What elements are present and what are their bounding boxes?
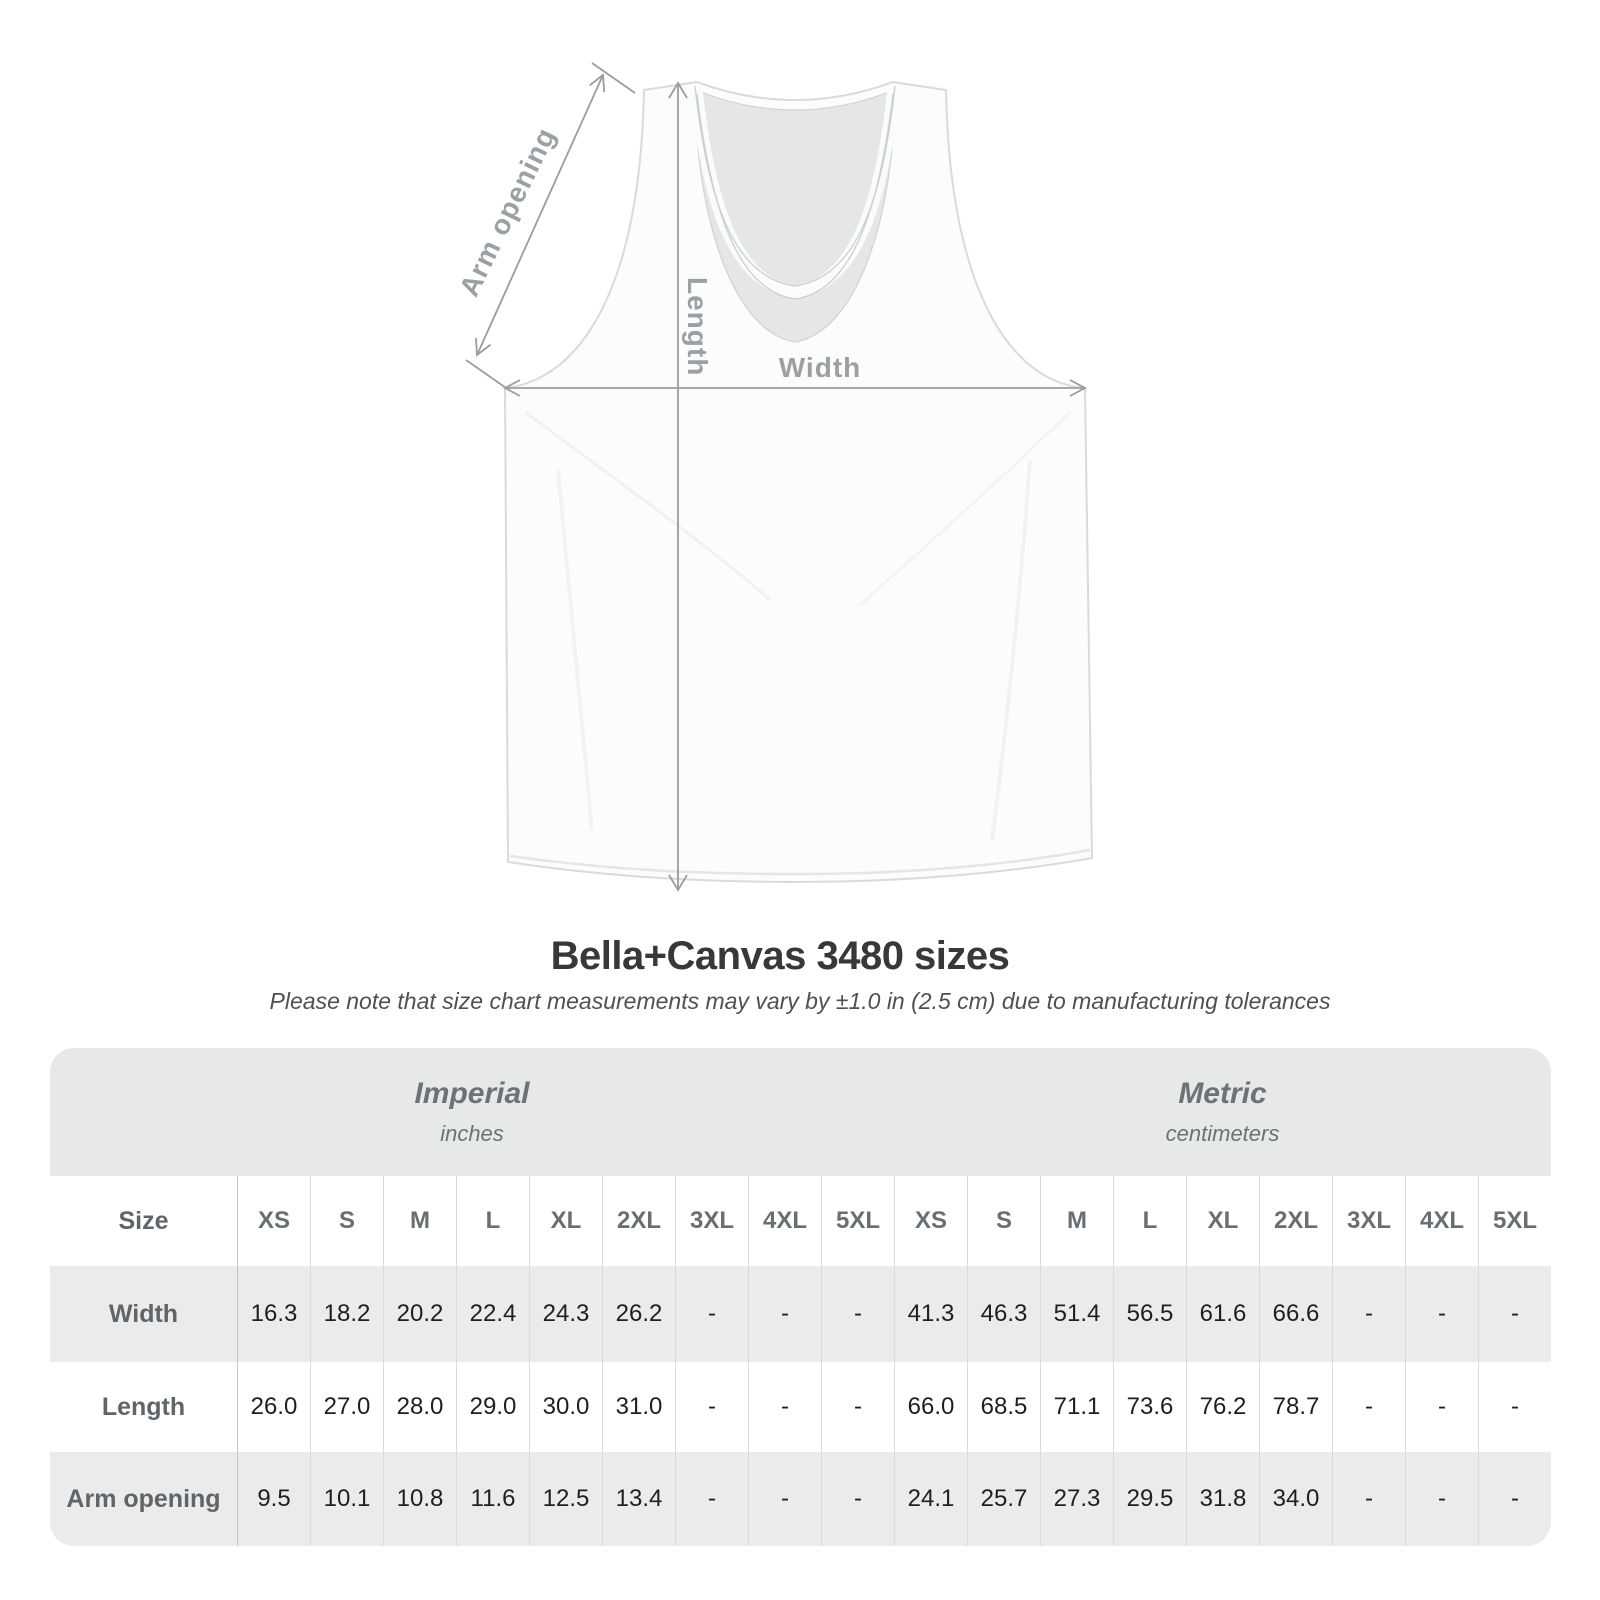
value-cell: 61.6 (1186, 1266, 1259, 1362)
size-header-cell: S (310, 1176, 383, 1266)
value-cell: 9.5 (237, 1452, 310, 1546)
size-header-cell: 5XL (821, 1176, 894, 1266)
page-subtitle: Please note that size chart measurements may vary by ±1.0 in (2.5 cm) due to manufacturing tolerances (269, 988, 1331, 1014)
value-cell: 66.6 (1259, 1266, 1332, 1362)
value-cell: 13.4 (602, 1452, 675, 1546)
value-cell: 30.0 (529, 1362, 602, 1452)
value-cell: - (748, 1266, 821, 1362)
size-header-cell: 3XL (675, 1176, 748, 1266)
value-cell: - (748, 1362, 821, 1452)
value-cell: 71.1 (1040, 1362, 1113, 1452)
value-cell: 24.1 (894, 1452, 967, 1546)
value-cell: 68.5 (967, 1362, 1040, 1452)
value-cell: 11.6 (456, 1452, 529, 1546)
size-header-cell: 2XL (1259, 1176, 1332, 1266)
value-cell: - (1405, 1452, 1478, 1546)
value-cell: - (1478, 1266, 1551, 1362)
value-cell: 25.7 (967, 1452, 1040, 1546)
size-header-cell: M (1040, 1176, 1113, 1266)
table-row-width (50, 1266, 1551, 1362)
value-cell: 27.3 (1040, 1452, 1113, 1546)
size-header-cell: 4XL (748, 1176, 821, 1266)
value-cell: - (821, 1362, 894, 1452)
unit-group-metric (894, 1048, 1551, 1176)
value-cell: 31.0 (602, 1362, 675, 1452)
size-header-cell: S (967, 1176, 1040, 1266)
size-header-cell: XS (894, 1176, 967, 1266)
value-cell: 10.1 (310, 1452, 383, 1546)
value-cell: - (821, 1266, 894, 1362)
value-cell: - (821, 1452, 894, 1546)
value-cell: 28.0 (383, 1362, 456, 1452)
value-cell: 41.3 (894, 1266, 967, 1362)
table-row-arm-opening (50, 1452, 1551, 1546)
value-cell: 24.3 (529, 1266, 602, 1362)
value-cell: 76.2 (1186, 1362, 1259, 1452)
value-cell: - (1332, 1362, 1405, 1452)
value-cell: 56.5 (1113, 1266, 1186, 1362)
value-cell: 34.0 (1259, 1452, 1332, 1546)
size-header-cell: 3XL (1332, 1176, 1405, 1266)
value-cell: - (675, 1266, 748, 1362)
size-header-cell: L (1113, 1176, 1186, 1266)
size-header-cell: XL (1186, 1176, 1259, 1266)
value-cell: - (1405, 1266, 1478, 1362)
value-cell: 27.0 (310, 1362, 383, 1452)
row-label: Length (101, 1392, 186, 1421)
row-label: Width (108, 1299, 179, 1328)
value-cell: - (1405, 1362, 1478, 1452)
value-cell: 29.0 (456, 1362, 529, 1452)
value-cell: 66.0 (894, 1362, 967, 1452)
value-cell: - (1478, 1362, 1551, 1452)
value-cell: - (1478, 1452, 1551, 1546)
value-cell: - (675, 1362, 748, 1452)
unit-header-band (50, 1048, 1551, 1176)
size-header-row (50, 1176, 1551, 1266)
unit-group-subtitle: centimeters (1165, 1121, 1280, 1146)
size-header-cell: XS (237, 1176, 310, 1266)
arm-opening-label: Arm opening (453, 122, 562, 302)
value-cell: 20.2 (383, 1266, 456, 1362)
unit-group-title: Imperial (414, 1077, 530, 1110)
value-cell: - (748, 1452, 821, 1546)
value-cell: 73.6 (1113, 1362, 1186, 1452)
unit-group-subtitle: inches (440, 1121, 504, 1146)
size-header-cell: 4XL (1405, 1176, 1478, 1266)
size-chart-table (50, 1048, 1551, 1546)
table-row-length (50, 1362, 1551, 1452)
value-cell: 10.8 (383, 1452, 456, 1546)
size-header-cell: M (383, 1176, 456, 1266)
value-cell: 22.4 (456, 1266, 529, 1362)
value-cell: - (1332, 1266, 1405, 1362)
value-cell: 51.4 (1040, 1266, 1113, 1362)
unit-group-title: Metric (1178, 1077, 1267, 1110)
value-cell: 26.2 (602, 1266, 675, 1362)
value-cell: 26.0 (237, 1362, 310, 1452)
value-cell: 16.3 (237, 1266, 310, 1362)
value-cell: 29.5 (1113, 1452, 1186, 1546)
unit-group-imperial (50, 1048, 894, 1176)
value-cell: 31.8 (1186, 1452, 1259, 1546)
size-header-cell: L (456, 1176, 529, 1266)
tank-top-measurement-diagram (430, 40, 1150, 920)
page-title: Bella+Canvas 3480 sizes (550, 934, 1010, 978)
value-cell: 18.2 (310, 1266, 383, 1362)
size-header-cell: 5XL (1478, 1176, 1551, 1266)
value-cell: - (675, 1452, 748, 1546)
value-cell: 12.5 (529, 1452, 602, 1546)
width-label: Width (778, 352, 862, 383)
value-cell: 78.7 (1259, 1362, 1332, 1452)
size-header-cell: XL (529, 1176, 602, 1266)
value-cell: - (1332, 1452, 1405, 1546)
size-header-cell: 2XL (602, 1176, 675, 1266)
row-label: Arm opening (66, 1484, 221, 1513)
length-label: Length (682, 277, 713, 377)
size-column-header: Size (118, 1206, 169, 1235)
value-cell: 46.3 (967, 1266, 1040, 1362)
